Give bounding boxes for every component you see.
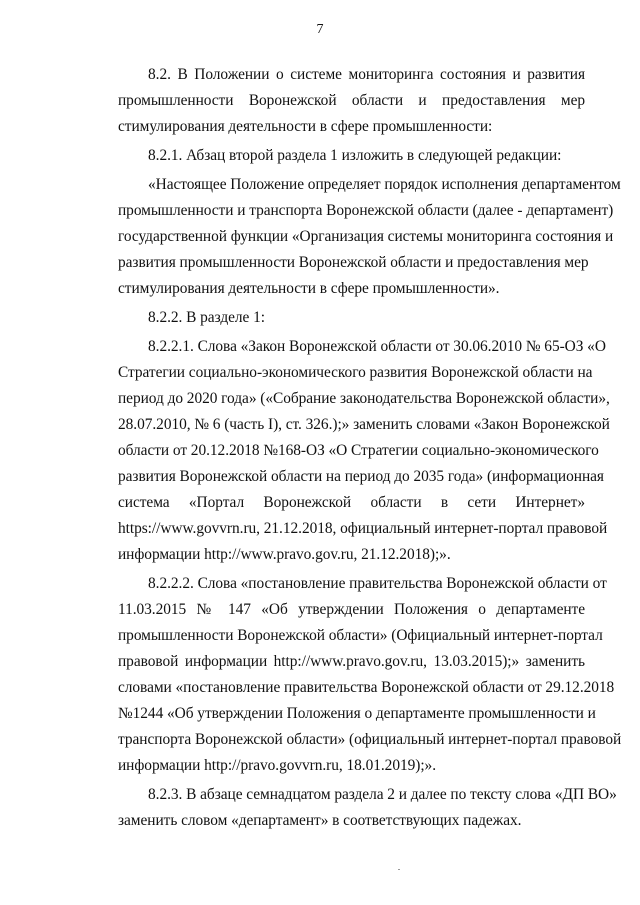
text-line: 8.2.3. В абзаце семнадцатом раздела 2 и далее по тексту слова «ДП ВО» bbox=[148, 786, 617, 803]
text-line: 8.2.2.1. Слова «Закон Воронежской области от 30.06.2010 № 65-ОЗ «О bbox=[148, 338, 606, 355]
text-line: система «Портал Воронежской области в сети Интернет» bbox=[118, 494, 585, 511]
paragraph-8-2-3 bbox=[88, 782, 617, 834]
document-body bbox=[88, 62, 622, 834]
text-line: 8.2.2.2. Слова «постановление правительства Воронежской области от bbox=[148, 575, 607, 592]
text-line: 28.07.2010, № 6 (часть I), ст. 326.);» заменить словами «Закон Воронежской bbox=[118, 416, 610, 433]
paragraph-8-2 bbox=[88, 62, 585, 140]
text-line: заменить словом «департамент» в соответствующих падежах. bbox=[118, 812, 522, 829]
text-line: https://www.govvrn.ru, 21.12.2018, официальный интернет-портал правовой bbox=[118, 520, 608, 537]
text-line: 11.03.2015 № 147 «Об утверждении Положения о департаменте bbox=[118, 601, 585, 618]
text-line: 8.2.2. В разделе 1: bbox=[148, 309, 265, 326]
text-line: 8.2. В Положении о системе мониторинга состояния и развития bbox=[148, 66, 585, 83]
paragraph-8-2-2-1 bbox=[88, 334, 610, 568]
text-line: промышленности Воронежской области и предоставления мер bbox=[118, 92, 585, 109]
text-line: развития Воронежской области на период до 2035 года» (информационная bbox=[118, 468, 604, 485]
text-line: промышленности и транспорта Воронежской области (далее - департамент) bbox=[118, 202, 614, 219]
text-line: информации http://www.pravo.gov.ru, 21.12.2018);». bbox=[118, 546, 451, 563]
text-line: транспорта Воронежской области» (официальный интернет-портал правовой bbox=[118, 731, 622, 748]
paragraph-8-2-2 bbox=[88, 305, 585, 331]
paragraph-8-2-2-2 bbox=[88, 571, 622, 779]
page-number: 7 bbox=[316, 22, 324, 37]
text-line: №1244 «Об утверждении Положения о департаменте промышленности и bbox=[118, 705, 596, 722]
text-line: период до 2020 года» («Собрание законодательства Воронежской области», bbox=[118, 390, 610, 407]
text-line: Стратегии социально-экономического развития Воронежской области на bbox=[118, 364, 593, 381]
text-line: «Настоящее Положение определяет порядок исполнения департаментом bbox=[148, 176, 621, 193]
text-line: правовой информации http://www.pravo.gov.ru, 13.03.2015);» заменить bbox=[118, 653, 585, 670]
text-line: информации http://pravo.govvrn.ru, 18.01.2019);». bbox=[118, 757, 437, 774]
text-line: промышленности Воронежской области» (Официальный интернет-портал bbox=[118, 627, 603, 644]
text-line: словами «постановление правительства Воронежской области от 29.12.2018 bbox=[118, 679, 615, 696]
text-line: стимулирования деятельности в сфере промышленности». bbox=[118, 280, 500, 297]
scan-speck bbox=[398, 869, 400, 870]
text-line: 8.2.1. Абзац второй раздела 1 изложить в следующей редакции: bbox=[148, 147, 562, 164]
paragraph-quote bbox=[88, 172, 621, 302]
paragraph-8-2-1 bbox=[88, 143, 585, 169]
text-line: стимулирования деятельности в сфере промышленности: bbox=[118, 118, 493, 135]
text-line: развития промышленности Воронежской области и предоставления мер bbox=[118, 254, 589, 271]
text-line: области от 20.12.2018 №168-ОЗ «О Стратегии социально-экономического bbox=[118, 442, 599, 459]
text-line: государственной функции «Организация системы мониторинга состояния и bbox=[118, 228, 614, 245]
